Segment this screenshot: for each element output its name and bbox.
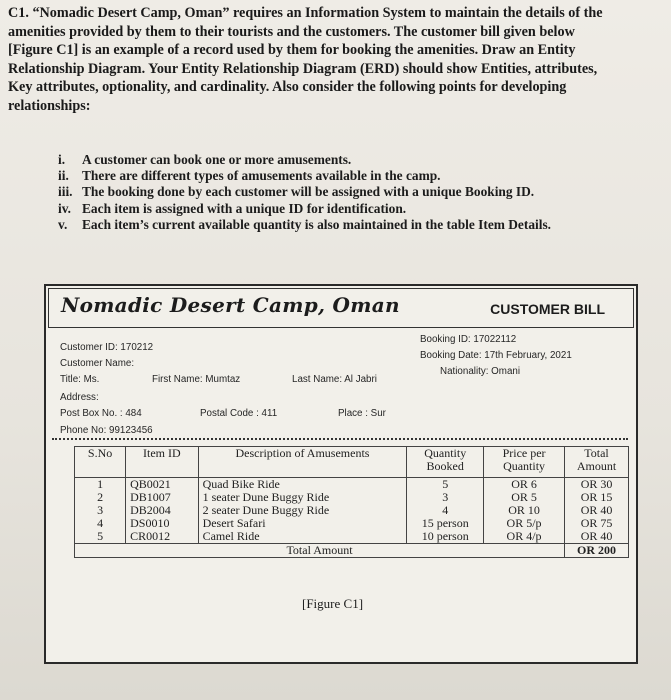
point-item: iii. The booking done by each customer will be assigned with a unique Booking ID.: [58, 184, 535, 200]
total-value: OR 200: [565, 544, 629, 558]
col-header-price: Price per Quantity: [484, 447, 565, 478]
last-name: Last Name: Al Jabri: [292, 374, 377, 385]
point-item: iv. Each item is assigned with a unique ID for identification.: [58, 200, 407, 216]
first-name: First Name: Mumtaz: [152, 374, 241, 385]
camp-logo: Nomadic Desert Camp, Oman: [61, 293, 400, 317]
customer-bill: [44, 284, 638, 664]
col-header-description: Description of Amusements: [198, 447, 407, 478]
amusements-table: [74, 446, 629, 558]
phone: Phone No: 99123456: [60, 425, 153, 436]
bill-title: CUSTOMER BILL: [490, 301, 605, 317]
bill-header: [48, 288, 634, 328]
nationality: Nationality: Omani: [440, 366, 521, 377]
title-field: Title: Ms.: [60, 374, 100, 385]
table-row: 4 DS0010 Desert Safari 15 person OR 5/p OR 75: [75, 517, 629, 530]
table-row: 1 QB0021 Quad Bike Ride 5 OR 6 OR 30: [75, 478, 629, 492]
address: Address:: [60, 392, 99, 403]
booking-date: Booking Date: 17th February, 2021: [420, 350, 572, 361]
customer-name: Customer Name:: [60, 358, 135, 369]
postal-code: Postal Code : 411: [200, 408, 278, 419]
total-row: [75, 544, 629, 558]
point-item: ii. There are different types of amusements available in the camp.: [58, 168, 441, 184]
post-box: Post Box No. : 484: [60, 408, 142, 419]
point-item: v. Each item’s current available quantity is also maintained in the table Item Details.: [58, 216, 552, 232]
col-header-item-id: Item ID: [126, 447, 198, 478]
col-header-total: Total Amount: [565, 447, 629, 478]
table-row: 5 CR0012 Camel Ride 10 person OR 4/p OR 40: [75, 530, 629, 544]
question-text: [8, 4, 623, 116]
place: Place : Sur: [338, 408, 386, 419]
booking-id: Booking ID: 17022112: [420, 334, 517, 345]
col-header-sno: S.No: [75, 447, 126, 478]
point-item: i. A customer can book one or more amusements.: [58, 152, 352, 167]
col-header-quantity: Quantity Booked: [407, 447, 484, 478]
table-row: 3 DB2004 2 seater Dune Buggy Ride 4 OR 10 OR 40: [75, 504, 629, 517]
figure-caption: [Figure C1]: [302, 596, 364, 611]
dotted-divider: [52, 438, 628, 440]
table-header-row: [75, 447, 629, 478]
customer-id: Customer ID: 170212: [60, 342, 154, 353]
question-body: “Nomadic Desert Camp, Oman” requires an Information System to maintain the details of the amenities provided by them to their tourists and the customers. The customer bill given below [Figure C1] is an example of a record used by them for booking the amenities. Draw an Entity Relationship Diagram. Your Entity Relationship Diagram (ERD) should show Entities, attributes, Key attributes, optionality, and cardinality. Also consider the following points for developing relationships:: [8, 5, 603, 114]
relationship-points: [58, 152, 628, 233]
question-number: C1.: [8, 5, 29, 21]
total-label: Total Amount: [75, 544, 565, 558]
table-row: 2 DB1007 1 seater Dune Buggy Ride 3 OR 5 OR 15: [75, 491, 629, 504]
